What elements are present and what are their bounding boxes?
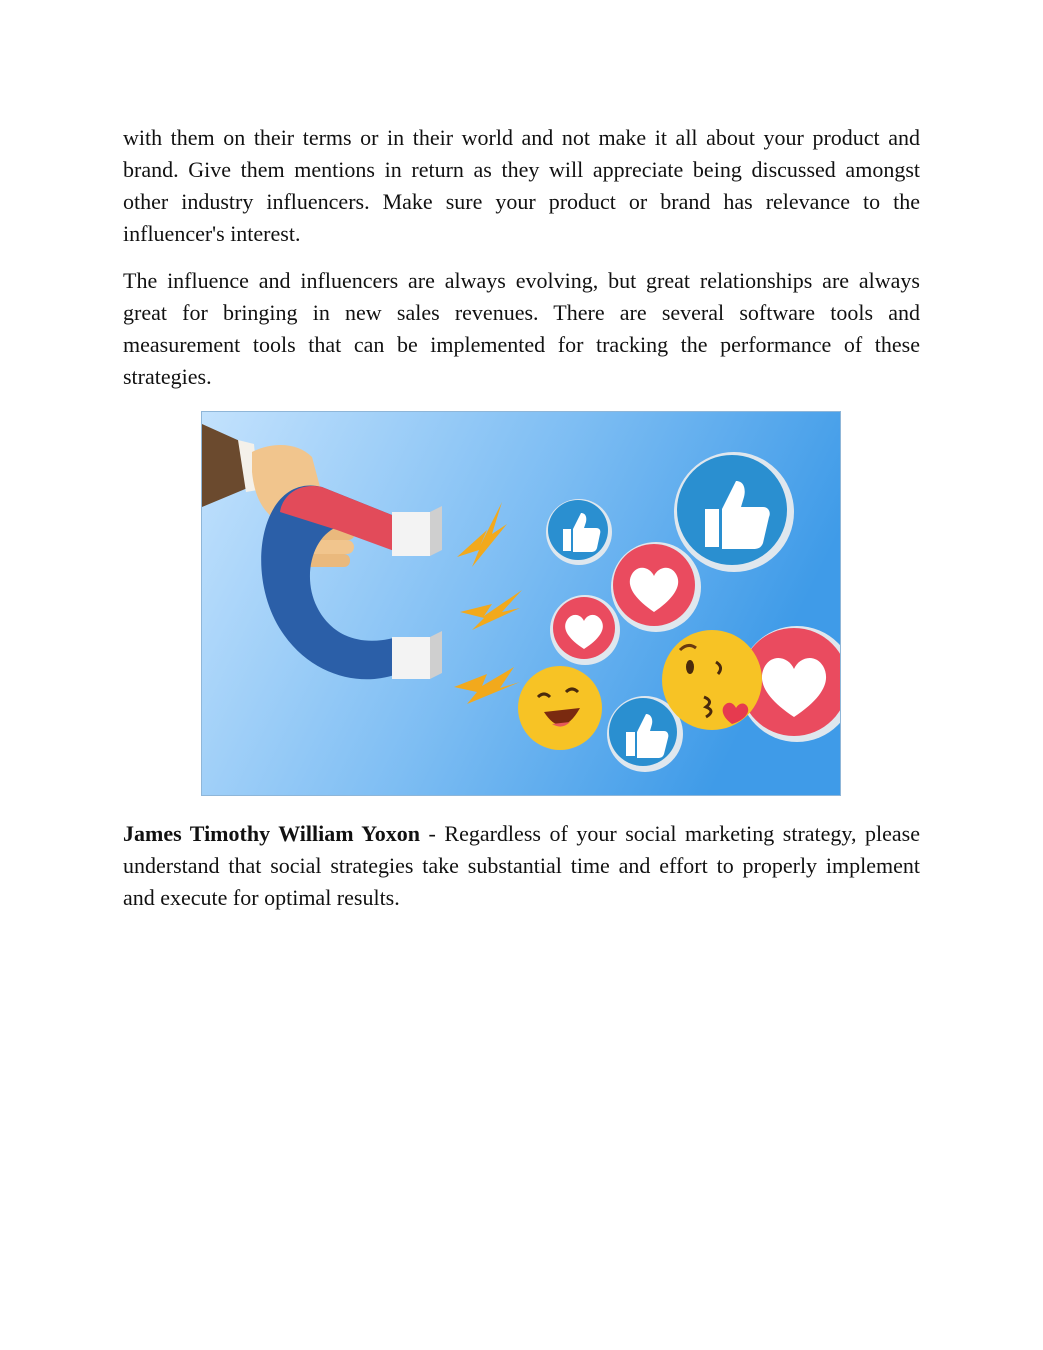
heart-icon: [550, 595, 620, 665]
closing-text: Regardless of your social marketing strategy, please understand that social strategies take substantial time and effort to properly implement and execute for optimal results.: [123, 821, 920, 910]
thumbs-up-icon: [674, 452, 794, 572]
paragraph-influencer-relations: with them on their terms or in their world and not make it all about your product and brand. Give them mentions in return as they will appreciate being discussed amongst other industry influencers. Make sure your product or brand has relevance to the influencer's interest.: [123, 125, 920, 246]
laughing-emoji-icon: [518, 666, 602, 750]
kissing-emoji-icon: [662, 630, 762, 730]
author-name: James Timothy William Yoxon: [123, 821, 420, 846]
social-magnet-illustration: [201, 411, 841, 796]
thumbs-up-icon: [546, 499, 612, 565]
heart-icon: [611, 542, 701, 632]
author-separator: -: [420, 821, 445, 846]
paragraph-evolving-influence: The influence and influencers are always evolving, but great relationships are always great for bringing in new sales revenues. There are several software tools and measurement tools that can be implemented for tracking the performance of these strategies.: [123, 268, 920, 389]
closing-paragraph: [123, 818, 920, 914]
